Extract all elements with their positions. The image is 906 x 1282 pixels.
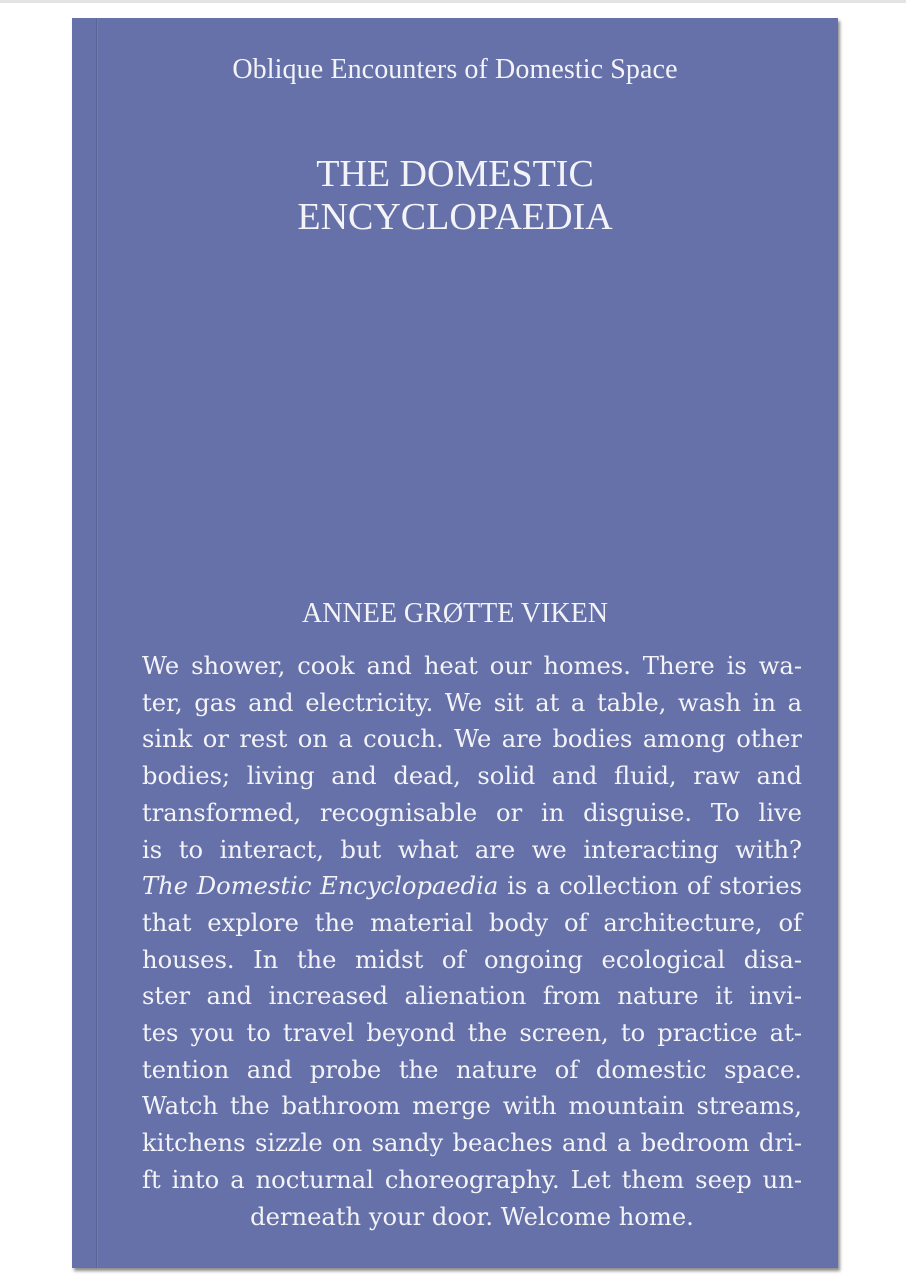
blurb-line: ter, gas and electricity. We sit at a table, wash in a (142, 688, 802, 717)
book-title-line-1: THE DOMESTIC (316, 153, 594, 195)
blurb-line: houses. In the midst of ongoing ecological disa- (142, 945, 802, 974)
author-name: ANNEE GRØTTE VIKEN (302, 598, 608, 629)
blurb-line: We shower, cook and heat our homes. There is wa- (142, 652, 802, 680)
book-title-line-2: ENCYCLOPAEDIA (297, 196, 613, 238)
blurb-line: that explore the material body of architecture, of (142, 908, 802, 937)
series-title: Oblique Encounters of Domestic Space (232, 54, 678, 85)
top-divider (0, 0, 906, 3)
blurb-line: kitchens sizzle on sandy beaches and a bedroom dri- (142, 1129, 802, 1158)
blurb-line: bodies; living and dead, solid and fluid, raw and (142, 762, 802, 791)
blurb-line: tes you to travel beyond the screen, to practice at- (142, 1019, 802, 1048)
blurb-line: transformed, recognisable or in disguise. To live (142, 798, 802, 827)
blurb-line-last: derneath your door. Welcome home. (250, 1202, 694, 1231)
book-cover (72, 18, 838, 1268)
blurb-line: Watch the bathroom merge with mountain streams, (142, 1092, 802, 1121)
blurb-line: is to interact, but what are we interacting with? (142, 835, 802, 864)
blurb-line: sink or rest on a couch. We are bodies among other (142, 725, 802, 754)
book-title (72, 153, 838, 239)
blurb-line: ster and increased alienation from nature it invi- (142, 982, 802, 1011)
blurb-line-with-title (142, 868, 802, 905)
blurb-text (142, 648, 802, 1235)
italic-book-title: The Domestic Encyclopaedia (142, 872, 499, 901)
blurb-line-rest: is a collection of stories (507, 872, 802, 901)
blurb-line: tention and probe the nature of domestic space. (142, 1055, 802, 1084)
blurb-line: ft into a nocturnal choreography. Let them seep un- (142, 1165, 802, 1194)
